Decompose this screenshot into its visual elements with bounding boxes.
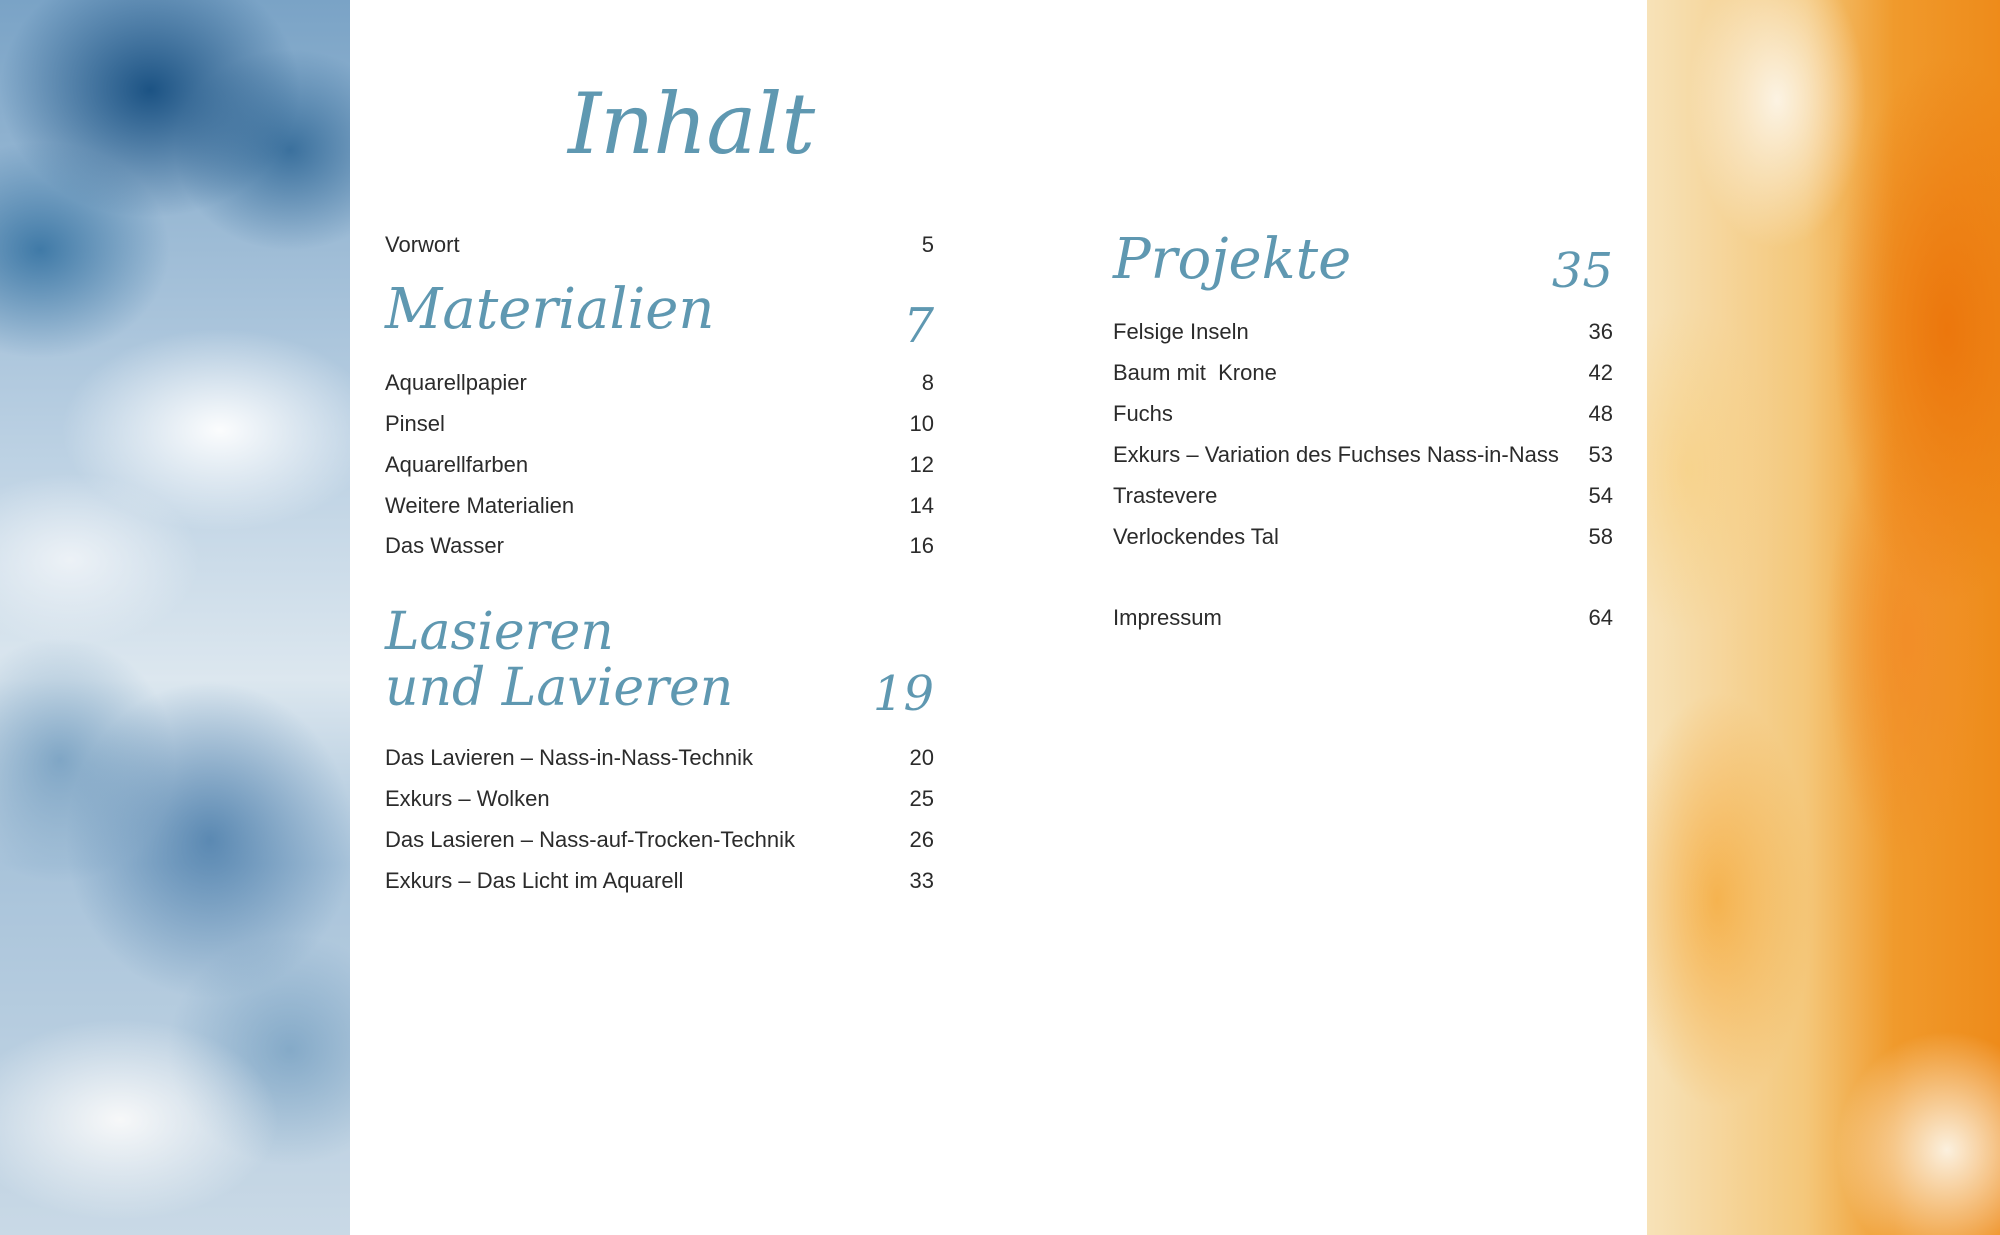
- toc-entry[interactable]: [385, 449, 934, 481]
- toc-entry-page: 26: [909, 827, 934, 852]
- toc-entry-label: Aquarellpapier: [385, 370, 527, 395]
- toc-entry[interactable]: [1113, 357, 1613, 389]
- toc-entry-page: 33: [909, 868, 934, 893]
- section-heading: Materialien: [385, 277, 715, 342]
- toc-entry-page: 64: [1588, 605, 1613, 630]
- toc-entry-label: Das Wasser: [385, 533, 504, 558]
- toc-entry-label: Aquarellfarben: [385, 452, 529, 477]
- toc-entry[interactable]: [385, 824, 934, 856]
- toc-entry[interactable]: [1113, 316, 1613, 348]
- section-heading: Projekte: [1113, 227, 1352, 292]
- section-lasieren[interactable]: [385, 604, 934, 720]
- toc-entry-page: 36: [1588, 319, 1613, 344]
- toc-entry-page: 14: [909, 493, 934, 518]
- toc-entry-label: Weitere Materialien: [385, 493, 575, 518]
- toc-entry-label: Exkurs – Das Licht im Aquarell: [385, 868, 684, 893]
- toc-entry-label: Impressum: [1113, 605, 1222, 630]
- toc-entry[interactable]: [385, 367, 934, 399]
- toc-entry-page: 12: [909, 452, 934, 477]
- toc-entry-page: 10: [909, 411, 934, 436]
- toc-title: Inhalt: [568, 75, 815, 173]
- toc-entry[interactable]: [1113, 521, 1613, 553]
- section-heading-line2: und Lavieren: [385, 658, 734, 718]
- toc-entry-page: 8: [921, 370, 934, 395]
- watercolor-orange-panel: [1647, 0, 2000, 1235]
- section-heading-line1: Lasieren: [385, 602, 614, 662]
- toc-entry-page: 58: [1588, 524, 1613, 549]
- toc-entry[interactable]: [385, 865, 934, 897]
- toc-entry-page: 53: [1588, 442, 1613, 467]
- section-page: 35: [1551, 243, 1613, 299]
- toc-entry-label: Vorwort: [385, 232, 460, 257]
- toc-entry-page: 5: [921, 232, 934, 257]
- section-projekte[interactable]: [1113, 227, 1613, 307]
- toc-entry-page: 42: [1588, 360, 1613, 385]
- toc-entry-label: Das Lasieren – Nass-auf-Trocken-Technik: [385, 827, 796, 852]
- toc-entry-label: Verlockendes Tal: [1113, 524, 1279, 549]
- toc-entry-page: 54: [1588, 483, 1613, 508]
- toc-entry[interactable]: [385, 490, 934, 522]
- toc-entry[interactable]: [1113, 480, 1613, 512]
- toc-entry-label: Fuchs: [1113, 401, 1173, 426]
- toc-entry-label: Das Lavieren – Nass-in-Nass-Technik: [385, 745, 754, 770]
- toc-entry[interactable]: [1113, 398, 1613, 430]
- toc-entry-label: Baum mit Krone: [1113, 360, 1277, 385]
- toc-entry-label: Exkurs – Wolken: [385, 786, 550, 811]
- toc-entry-label: Felsige Inseln: [1113, 319, 1249, 344]
- toc-entry-page: 16: [909, 533, 934, 558]
- watercolor-blue-panel: [0, 0, 350, 1235]
- toc-entry-page: 20: [909, 745, 934, 770]
- section-materialien[interactable]: [385, 277, 934, 354]
- toc-entry-page: 25: [909, 786, 934, 811]
- section-page: 7: [903, 298, 934, 354]
- section-page: 19: [872, 666, 934, 722]
- toc-entry-label: Trastevere: [1113, 483, 1218, 508]
- toc-entry[interactable]: [385, 783, 934, 815]
- toc-entry[interactable]: [385, 742, 934, 774]
- toc-entry-label: Exkurs – Variation des Fuchses Nass-in-Nass: [1113, 442, 1559, 467]
- toc-page: [350, 0, 1647, 1235]
- toc-entry[interactable]: [385, 530, 934, 562]
- toc-entry[interactable]: [385, 408, 934, 440]
- toc-entry[interactable]: [1113, 439, 1613, 471]
- toc-entry-impressum[interactable]: [1113, 602, 1613, 634]
- toc-entry-label: Pinsel: [385, 411, 445, 436]
- toc-entry-vorwort[interactable]: [385, 229, 934, 261]
- toc-entry-page: 48: [1588, 401, 1613, 426]
